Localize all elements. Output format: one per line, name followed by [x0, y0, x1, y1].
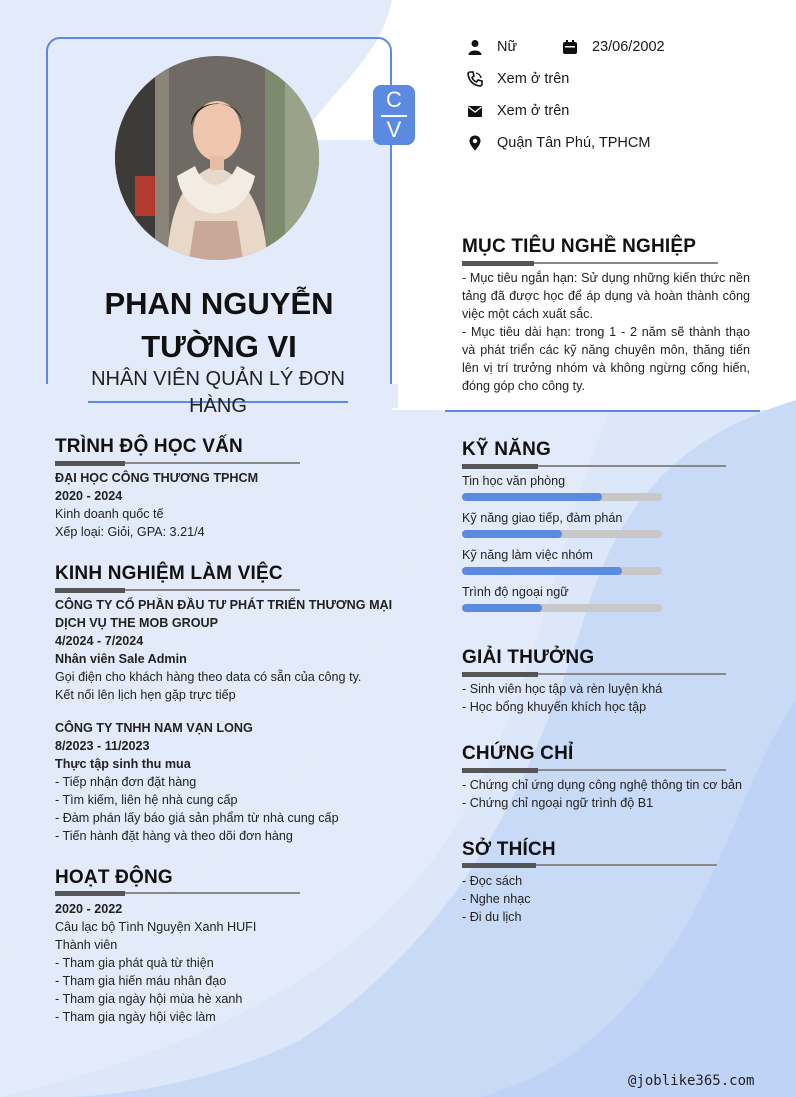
- phone-value: Xem ở trên: [497, 71, 570, 87]
- skill-bar-fill: [462, 493, 602, 501]
- job-1-period: 4/2024 - 7/2024: [55, 634, 144, 648]
- experience-job-1: [55, 596, 425, 704]
- certificates-list: [462, 776, 772, 812]
- awards-title: GIẢI THƯỞNG: [462, 647, 595, 668]
- education-period: 2020 - 2024: [55, 489, 123, 503]
- skill-bar: [462, 493, 662, 501]
- contact-address: [467, 135, 650, 151]
- hobbies-underline: [462, 864, 717, 866]
- birthdate-value: 23/06/2002: [592, 39, 665, 55]
- objective-title: MỤC TIÊU NGHỀ NGHIỆP: [462, 236, 697, 257]
- education-underline: [55, 462, 300, 464]
- education-block: [55, 469, 415, 541]
- contact-phone: [467, 71, 569, 87]
- name-line-2: TƯỜNG VI: [141, 329, 297, 364]
- awards-underline: [462, 673, 726, 675]
- skill-name: Tin học văn phòng: [462, 474, 566, 488]
- gender-value: Nữ: [497, 39, 518, 55]
- objective-text: [462, 269, 750, 395]
- job-1-task: Gọi điện cho khách hàng theo data có sẵn của công ty.: [55, 670, 362, 684]
- user-icon: [467, 39, 483, 55]
- skills-title: KỸ NĂNG: [462, 439, 552, 460]
- activity-item: - Tham gia phát quà từ thiện: [55, 956, 214, 970]
- activities-block: [55, 900, 415, 1026]
- skill-bar: [462, 604, 662, 612]
- activities-org: Câu lạc bộ Tình Nguyện Xanh HUFI: [55, 920, 257, 934]
- education-school: ĐẠI HỌC CÔNG THƯƠNG TPHCM: [55, 471, 259, 485]
- education-title: TRÌNH ĐỘ HỌC VẤN: [55, 436, 243, 457]
- right-divider: [445, 410, 760, 412]
- contact-birthdate: [562, 39, 665, 55]
- activity-item: - Tham gia ngày hội việc làm: [55, 1010, 216, 1024]
- certificates-title: CHỨNG CHỈ: [462, 743, 574, 764]
- skill-name: Kỹ năng làm việc nhóm: [462, 548, 593, 562]
- cv-badge-c: C: [386, 87, 402, 112]
- certificate-item: - Chứng chỉ ngoại ngữ trình độ B1: [462, 796, 654, 810]
- activities-role: Thành viên: [55, 938, 118, 952]
- cv-badge-v: V: [386, 117, 402, 142]
- education-grade: Xếp loại: Giỏi, GPA: 3.21/4: [55, 525, 205, 539]
- hobbies-list: [462, 872, 762, 926]
- hobby-item: - Đi du lịch: [462, 910, 522, 924]
- skill-bar-fill: [462, 567, 622, 575]
- job-1-company-line-1: CÔNG TY CỔ PHẦN ĐẦU TƯ PHÁT TRIỂN THƯƠNG MẠI: [55, 598, 393, 612]
- job-2-task: - Tìm kiếm, liên hệ nhà cung cấp: [55, 793, 238, 807]
- job-title: NHÂN VIÊN QUẢN LÝ ĐƠN HÀNG: [91, 368, 345, 417]
- education-major: Kinh doanh quốc tế: [55, 507, 164, 521]
- avatar-photo: [115, 56, 319, 260]
- location-icon: [467, 135, 483, 151]
- skill-bar: [462, 530, 662, 538]
- experience-title: KINH NGHIỆM LÀM VIỆC: [55, 563, 283, 584]
- objective-underline: [462, 262, 718, 264]
- email-value: Xem ở trên: [497, 103, 570, 119]
- phone-icon: [467, 71, 483, 87]
- avatar: [115, 56, 319, 260]
- activities-period: 2020 - 2022: [55, 902, 123, 916]
- hobby-item: - Nghe nhạc: [462, 892, 531, 906]
- watermark: @joblike365.com: [628, 1073, 755, 1089]
- certificate-item: - Chứng chỉ ứng dụng công nghệ thông tin cơ bản: [462, 778, 742, 792]
- hobby-item: - Đọc sách: [462, 874, 523, 888]
- award-item: - Sinh viên học tập và rèn luyện khá: [462, 682, 663, 696]
- job-1-role: Nhân viên Sale Admin: [55, 652, 187, 666]
- job-2-task: - Tiếp nhận đơn đặt hàng: [55, 775, 197, 789]
- skill-bar: [462, 567, 662, 575]
- name-line-1: PHAN NGUYỄN: [104, 286, 334, 321]
- skills-underline: [462, 465, 726, 467]
- objective-short-term: - Mục tiêu ngắn hạn: Sử dụng những kiến thức nền tảng đã được học để áp dụng và hoàn thành công việc một cách xuất sắc.: [462, 271, 750, 321]
- contact-email: [467, 103, 569, 119]
- job-2-company: CÔNG TY TNHH NAM VẠN LONG: [55, 721, 253, 735]
- job-2-task: - Đàm phán lấy báo giá sản phẩm từ nhà cung cấp: [55, 811, 339, 825]
- job-2-task: - Tiến hành đặt hàng và theo dõi đơn hàng: [55, 829, 293, 843]
- skill-bar-fill: [462, 530, 562, 538]
- calendar-icon: [562, 39, 578, 55]
- objective-long-term: - Mục tiêu dài hạn: trong 1 - 2 năm sẽ thành thạo và phát triển các kỹ năng chuyên môn, thăng tiến lên vị trí trưởng nhóm và không ngừng cống hiến, đóng góp cho công ty.: [462, 325, 750, 393]
- mail-icon: [467, 103, 483, 119]
- hobbies-title: SỞ THÍCH: [462, 839, 556, 860]
- awards-list: [462, 680, 762, 716]
- experience-job-2: [55, 719, 425, 845]
- activities-title: HOẠT ĐỘNG: [55, 867, 173, 888]
- contact-gender: [467, 39, 517, 55]
- activity-item: - Tham gia ngày hội mùa hè xanh: [55, 992, 243, 1006]
- address-value: Quận Tân Phú, TPHCM: [497, 135, 651, 151]
- activities-underline: [55, 892, 300, 894]
- job-1-task: Kết nối lên lịch hẹn gặp trực tiếp: [55, 688, 236, 702]
- certificates-underline: [462, 769, 726, 771]
- experience-underline: [55, 589, 300, 591]
- activity-item: - Tham gia hiến máu nhân đạo: [55, 974, 227, 988]
- cv-badge: [373, 85, 415, 145]
- award-item: - Học bổng khuyến khích học tập: [462, 700, 647, 714]
- skill-bar-fill: [462, 604, 542, 612]
- job-2-role: Thực tập sinh thu mua: [55, 757, 191, 771]
- job-2-period: 8/2023 - 11/2023: [55, 739, 150, 753]
- full-name: [60, 282, 378, 368]
- skill-name: Kỹ năng giao tiếp, đàm phán: [462, 511, 623, 525]
- skill-name: Trình độ ngoại ngữ: [462, 585, 569, 599]
- job-1-company-line-2: DỊCH VỤ THE MOB GROUP: [55, 616, 219, 630]
